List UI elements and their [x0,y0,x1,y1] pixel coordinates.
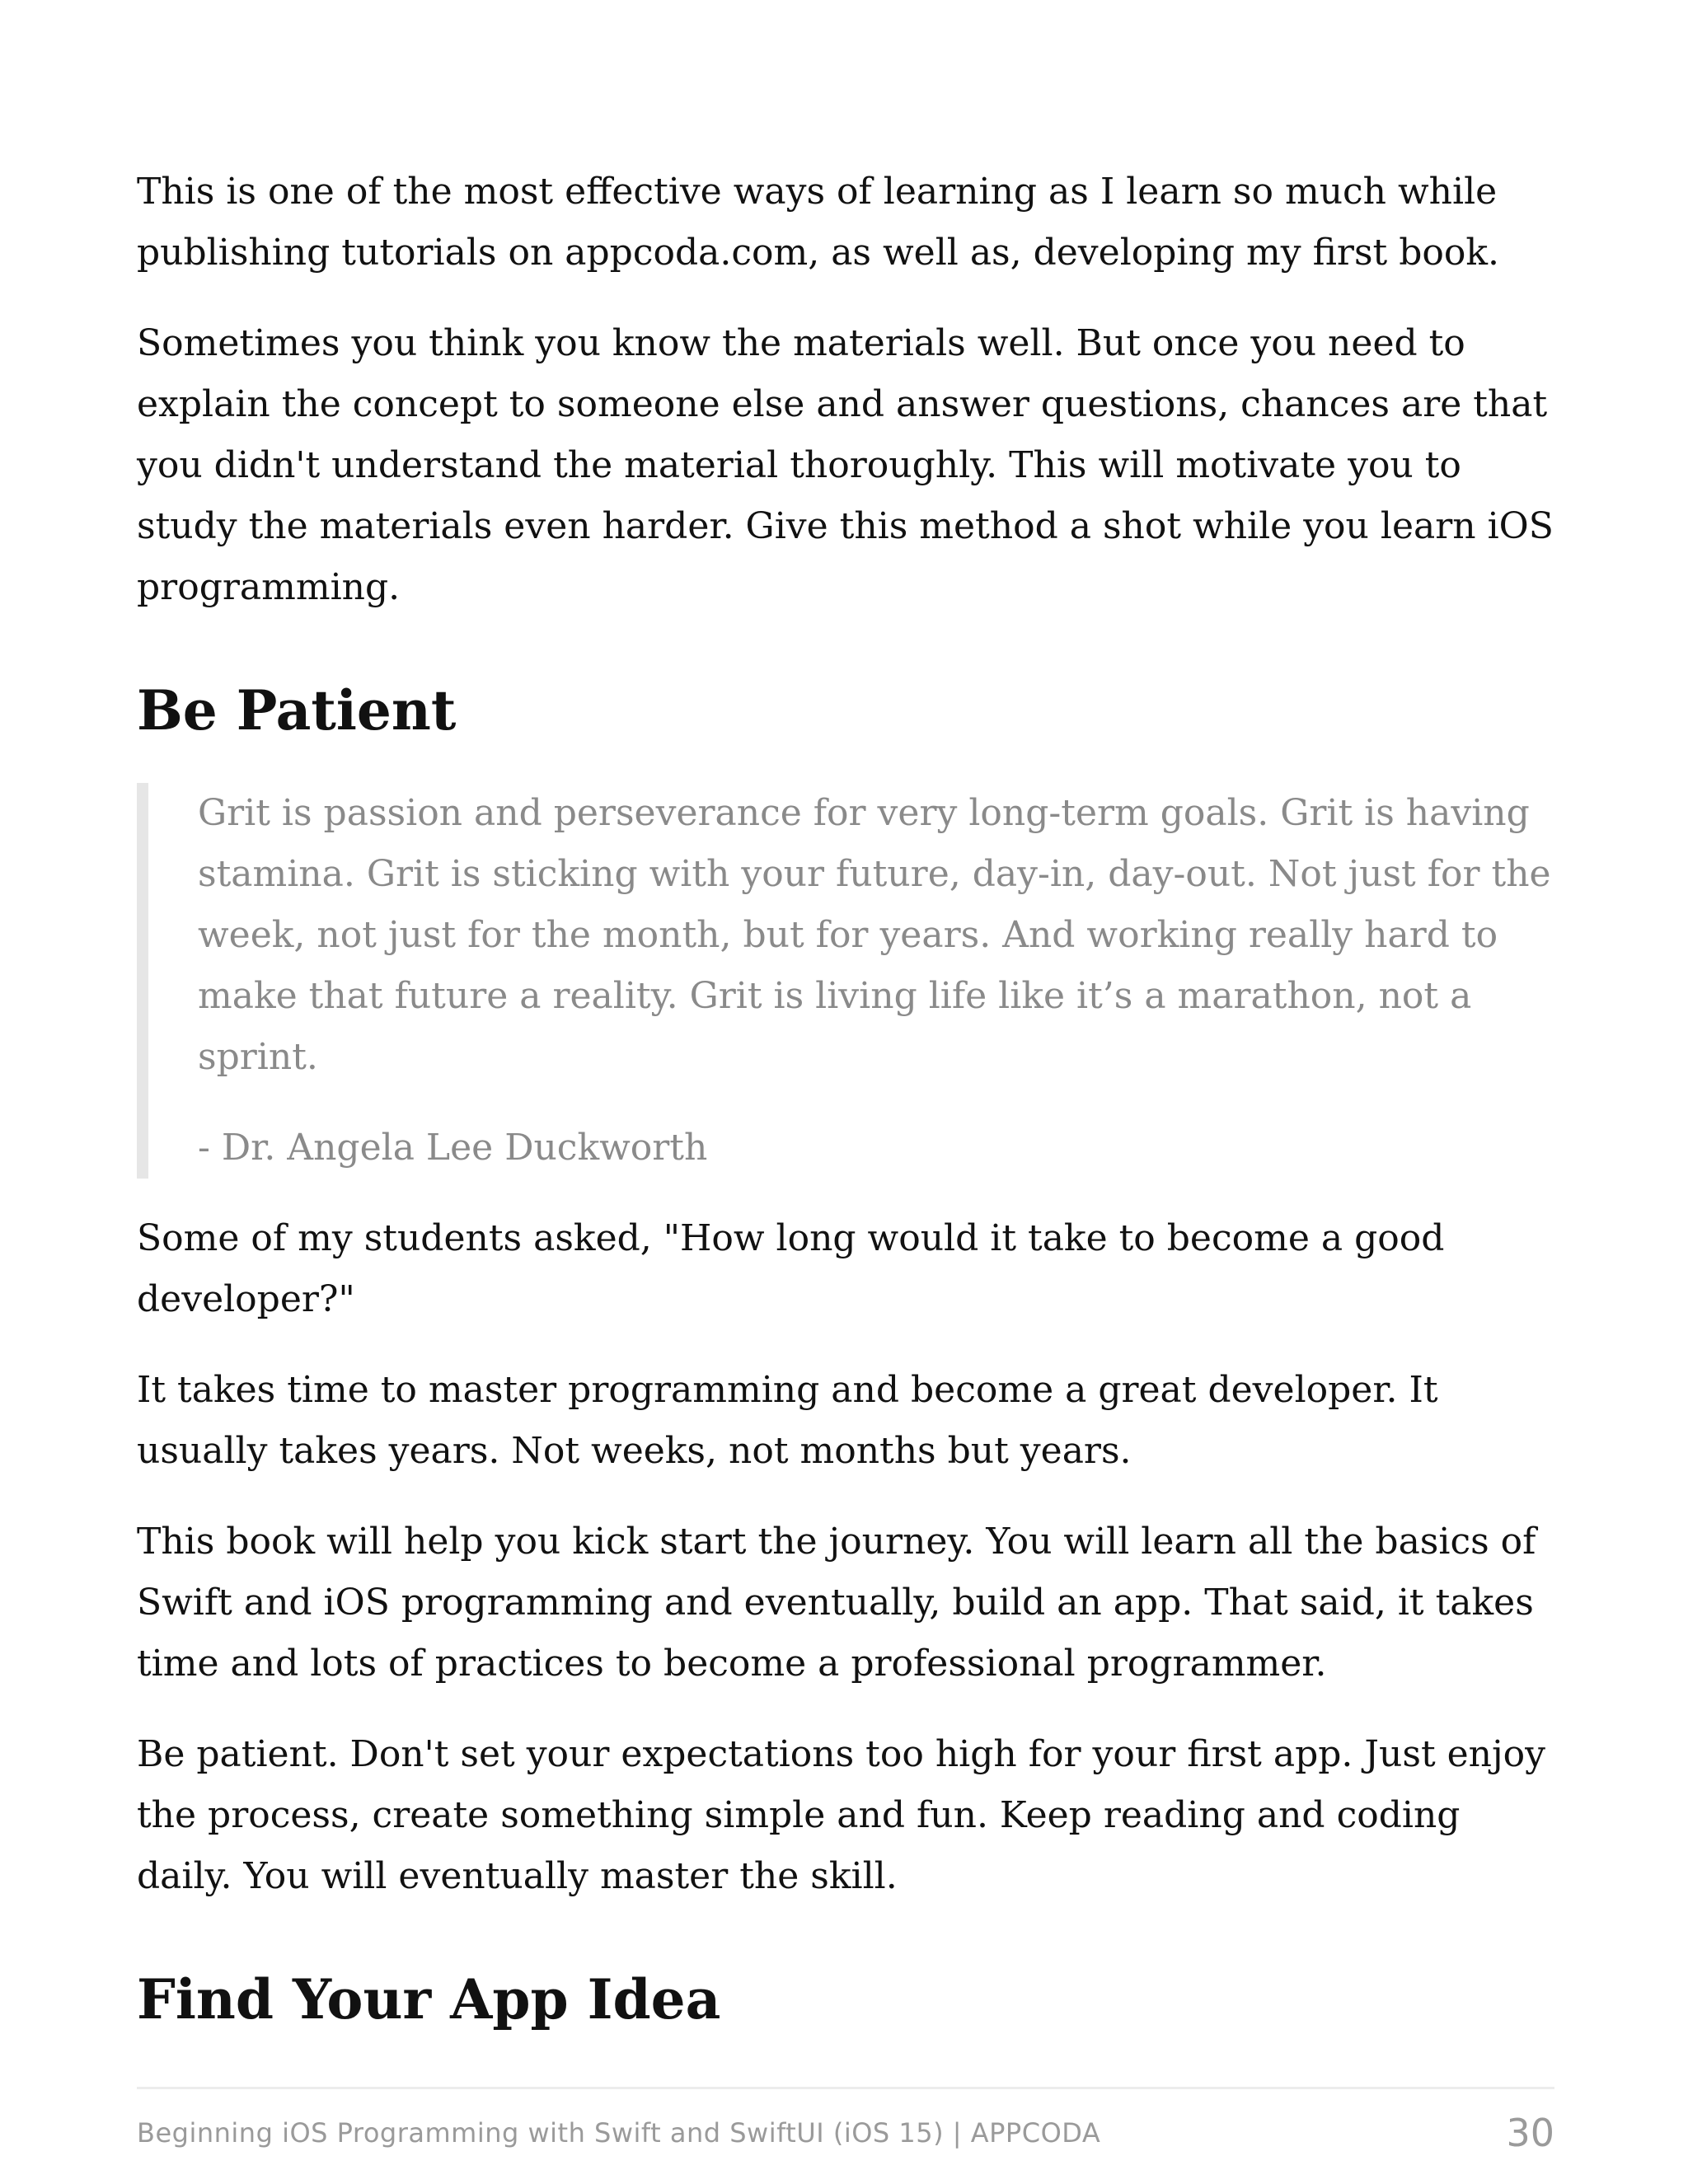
paragraph-teaching-method: This is one of the most effective ways of learning as I learn so much while publishing tutorials on appcoda.com, as well as, developing my first book. [137,171,1499,274]
footer-book-title: Beginning iOS Programming with Swift and SwiftUI (iOS 15) | APPCODA [137,2117,1101,2149]
paragraph-students-question: Some of my students asked, "How long would it take to become a good developer?" [137,1217,1445,1320]
page-content [137,162,1554,2072]
paragraph-be-patient: Be patient. Don't set your expectations too high for your first app. Just enjoy the process, create something simple and fun. Keep reading and coding daily. You will eventually master the skill. [137,1733,1545,1897]
paragraph-explain-concept: Sometimes you think you know the materials well. But once you need to explain the concept to someone else and answer questions, chances are that you didn't understand the material thoroughly. This will motivate you to study the materials even harder. Give this method a shot while you learn iOS programming. [137,322,1554,608]
grit-quote [137,783,1554,1179]
paragraph-takes-time: It takes time to master programming and become a great developer. It usually takes years. Not weeks, not months but years. [137,1369,1438,1472]
heading-find-app-idea: Find Your App Idea [137,1967,721,2032]
quote-text: Grit is passion and perseverance for very long-term goals. Grit is having stamina. Grit is sticking with your future, day-in, day-out. Not just for the week, not just for the month, but for years. And working really hard to make that future a reality. Grit is living life like it’s a marathon, not a sprint. [198,792,1551,1078]
heading-be-patient: Be Patient [137,678,457,743]
quote-author: - Dr. Angela Lee Duckworth [198,1127,708,1169]
paragraph-kick-start: This book will help you kick start the journey. You will learn all the basics of Swift and iOS programming and eventually, build an app. That said, it takes time and lots of practices to become a professional programmer. [137,1521,1536,1685]
page-number: 30 [1506,2111,1554,2155]
page-footer [137,2087,1554,2168]
